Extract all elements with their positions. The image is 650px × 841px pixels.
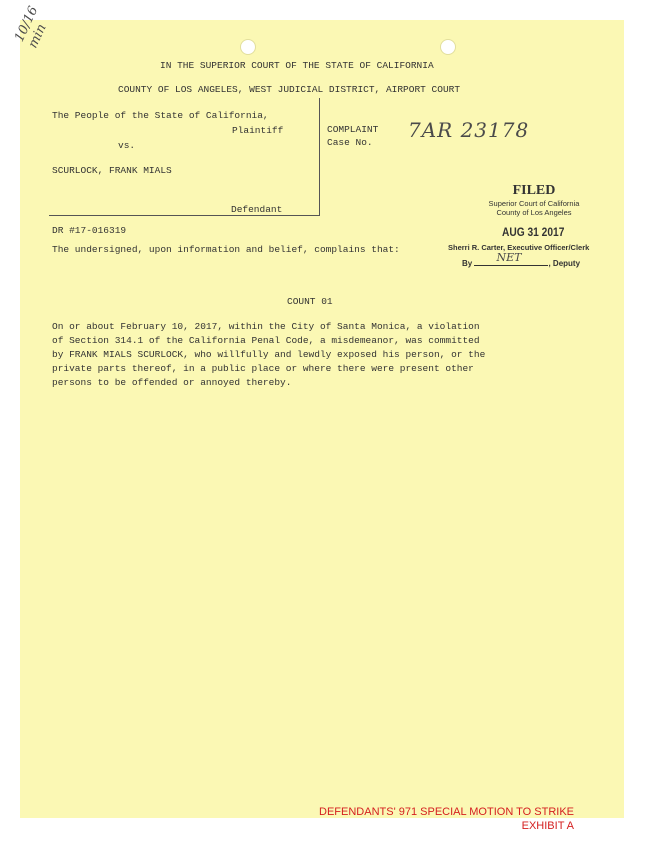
exhibit-letter: EXHIBIT A — [521, 820, 574, 832]
defendant-label: Defendant — [231, 204, 283, 215]
plaintiff-label: Plaintiff — [232, 125, 284, 136]
count-line: private parts thereof, in a public place or where there were present other — [52, 363, 474, 374]
count-title: COUNT 01 — [287, 296, 333, 307]
count-line: by FRANK MIALS SCURLOCK, who willfully and lewdly exposed his person, or the — [52, 349, 486, 360]
margin-note: 10/16 min — [12, 4, 50, 51]
filed-clerk: Sherri R. Carter, Executive Officer/Clerk — [448, 243, 590, 252]
deputy-initials: NET — [496, 251, 522, 264]
case-number: 7AR 23178 — [408, 118, 530, 142]
case-no-label: Case No. — [327, 137, 373, 148]
exhibit-motion: DEFENDANTS' 971 SPECIAL MOTION TO STRIKE — [319, 806, 574, 818]
filed-title: FILED — [512, 183, 556, 198]
complaint-label: COMPLAINT — [327, 124, 379, 135]
dr-number: DR #17-016319 — [52, 225, 127, 236]
count-line: persons to be offended or annoyed thereby. — [52, 377, 292, 388]
punch-hole-right — [440, 39, 456, 55]
count-line: of Section 314.1 of the California Penal Code, a misdemeanor, was committed — [52, 335, 480, 346]
court-header: IN THE SUPERIOR COURT OF THE STATE OF CALIFORNIA — [160, 60, 434, 71]
defendant-name: SCURLOCK, FRANK MIALS — [52, 165, 172, 176]
punch-hole-left — [240, 39, 256, 55]
filed-county: County of Los Angeles — [496, 208, 572, 217]
count-line: On or about February 10, 2017, within the City of Santa Monica, a violation — [52, 321, 480, 332]
filed-by-label: By — [462, 259, 473, 268]
count-body — [52, 320, 485, 390]
filed-date: AUG 31 2017 — [502, 225, 565, 239]
people-line: The People of the State of California, — [52, 110, 269, 121]
county-header: COUNTY OF LOS ANGELES, WEST JUDICIAL DISTRICT, AIRPORT COURT — [118, 84, 461, 95]
exhibit-label — [260, 806, 574, 832]
filed-by-line: By NET , Deputy — [462, 251, 581, 268]
filed-court: Superior Court of California — [488, 199, 580, 208]
vs-label: vs. — [118, 140, 136, 151]
filed-deputy-label: Deputy — [552, 259, 581, 268]
complaint-intro: The undersigned, upon information and belief, complains that: — [52, 244, 400, 255]
filed-stamp — [448, 183, 612, 268]
